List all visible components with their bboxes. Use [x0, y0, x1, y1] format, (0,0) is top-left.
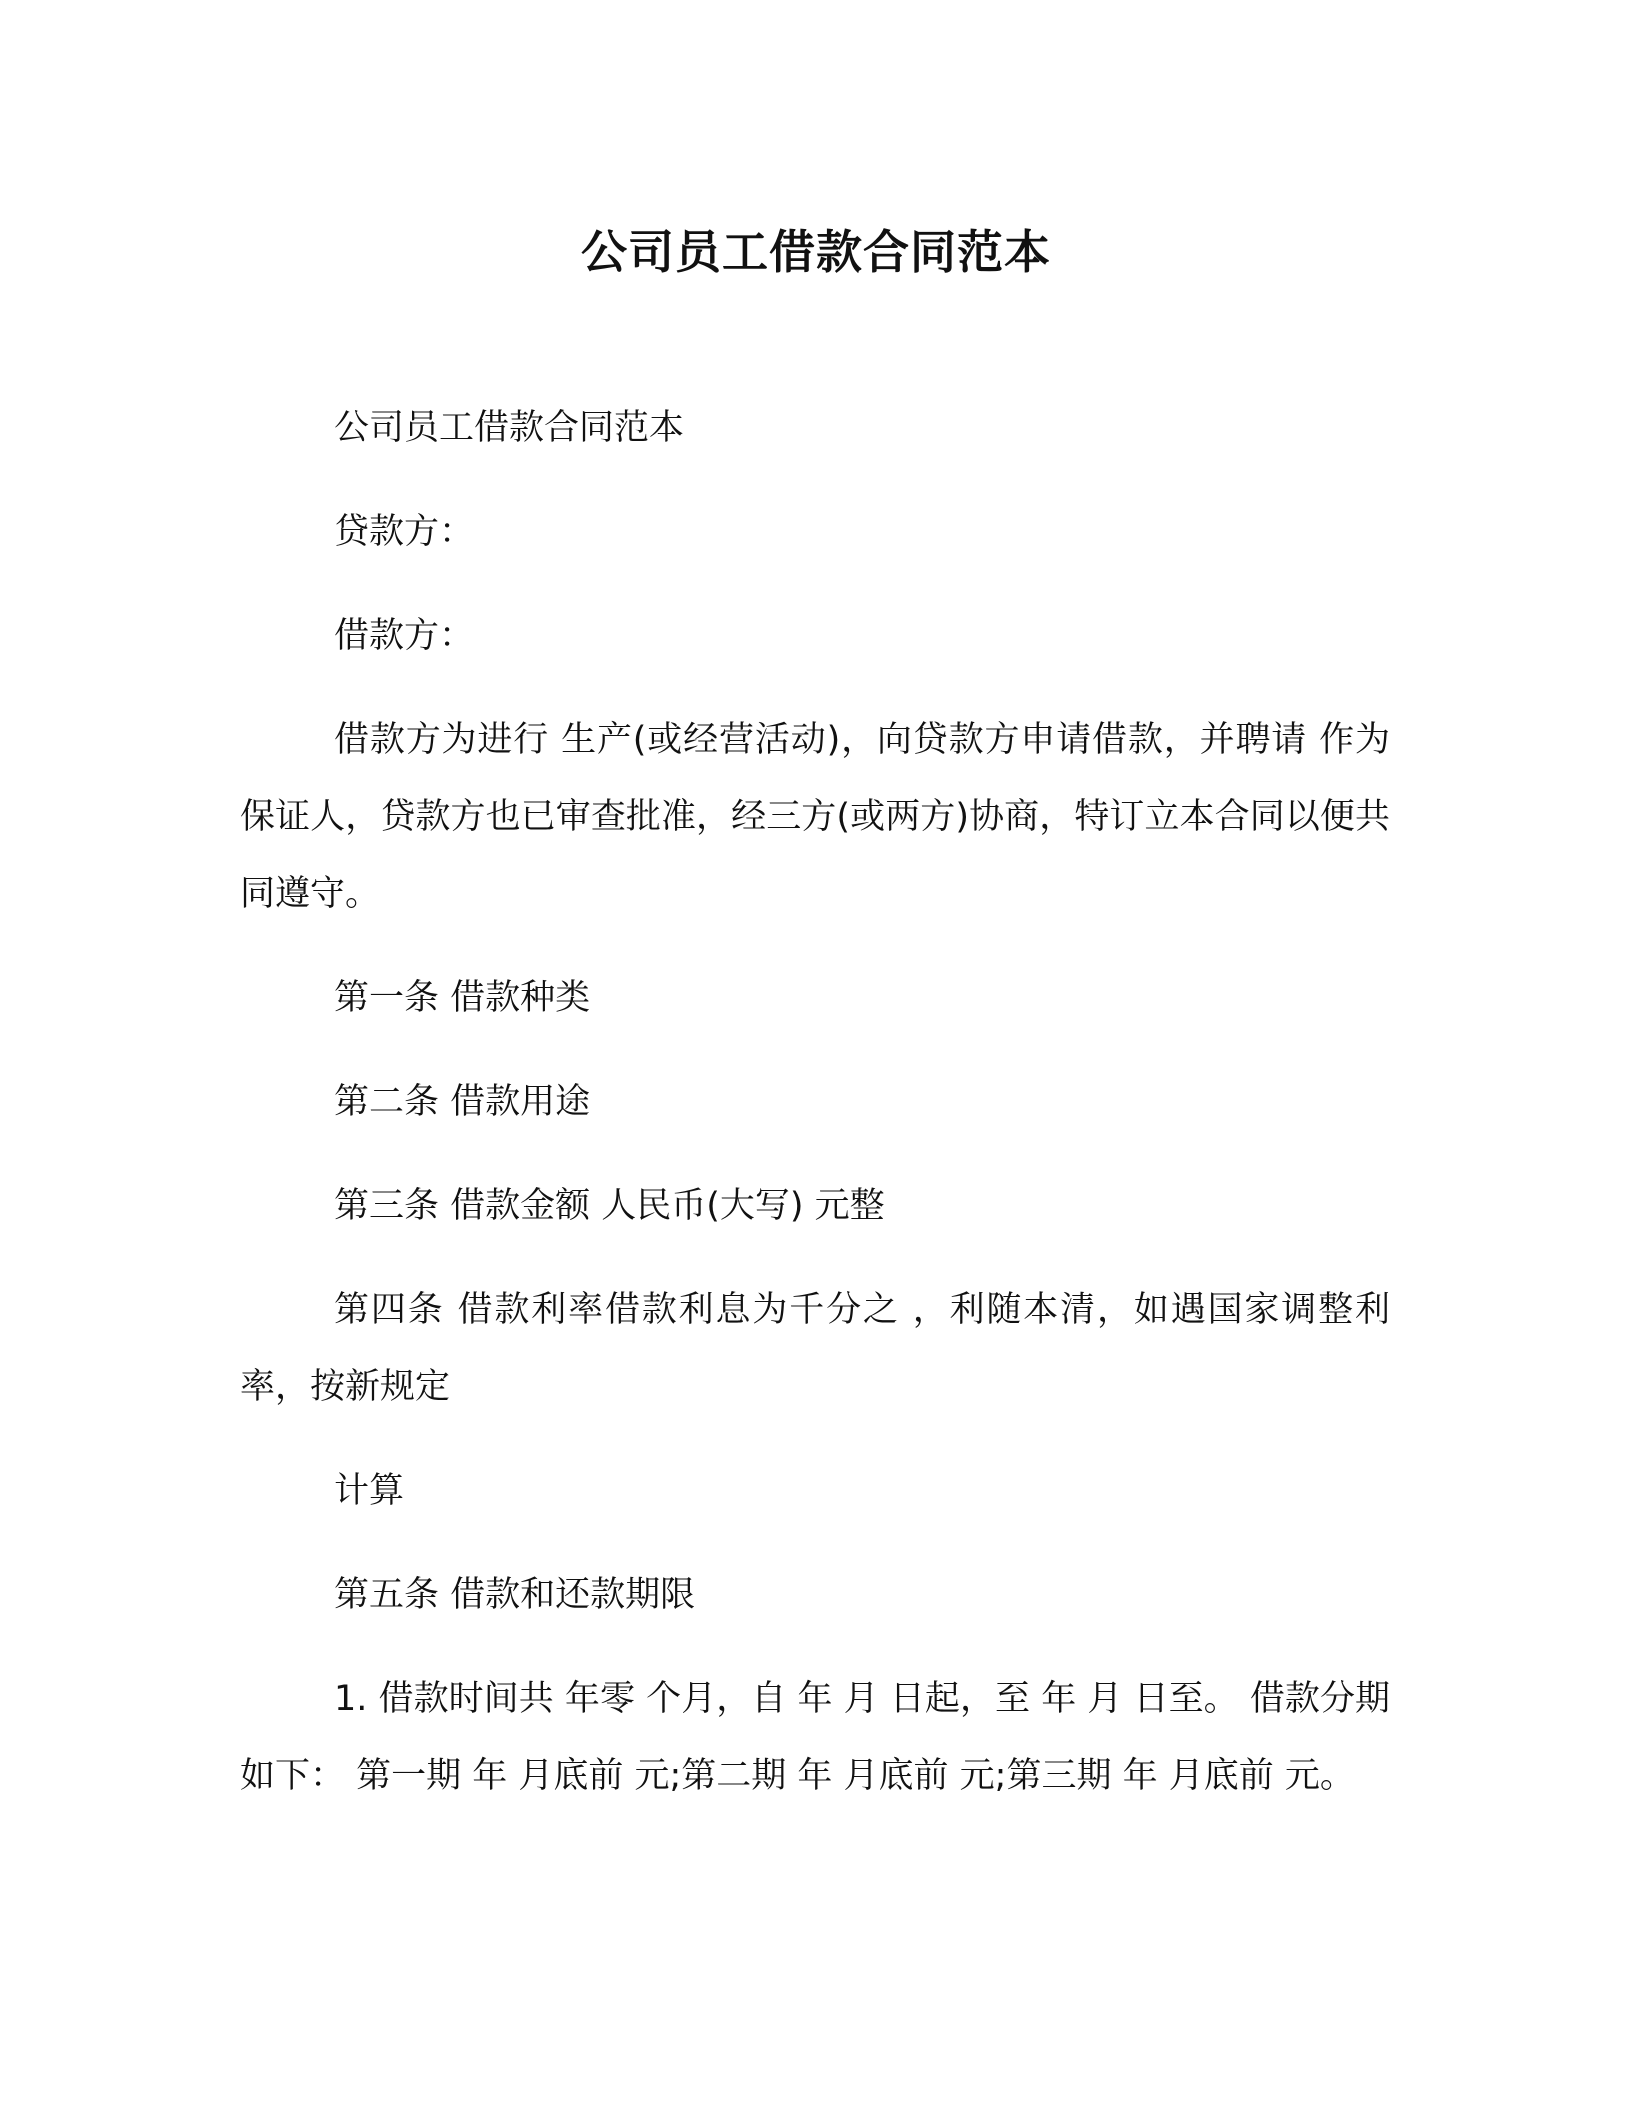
paragraph-article-2: 第二条 借款用途 [334, 1082, 591, 1122]
document-body [240, 390, 1390, 1842]
paragraph-heading: 公司员工借款合同范本 [334, 408, 685, 448]
paragraph-preamble: 借款方为进行 生产(或经营活动)，向贷款方申请借款，并聘请 作为保证人，贷款方也已审查批准，经三方(或两方)协商，特订立本合同以便共同遵守。 [240, 720, 1390, 914]
document-title: 公司员工借款合同范本 [581, 225, 1051, 279]
paragraph-term-1: 1. 借款时间共 年零 个月，自 年 月 日起，至 年 月 日至。 借款分期如下： 第一期 年 月底前 元;第二期 年 月底前 元;第三期 年 月底前 元。 [240, 1679, 1390, 1796]
paragraph-article-3: 第三条 借款金额 人民币(大写) 元整 [334, 1186, 885, 1226]
paragraph-article-5: 第五条 借款和还款期限 [334, 1575, 696, 1615]
paragraph-calculation: 计算 [334, 1471, 405, 1511]
paragraph-lender: 贷款方： [334, 512, 475, 552]
paragraph-article-4: 第四条 借款利率借款利息为千分之 ，利随本清，如遇国家调整利率，按新规定 [240, 1290, 1390, 1407]
paragraph-article-1: 第一条 借款种类 [334, 978, 591, 1018]
paragraph-borrower: 借款方： [334, 616, 475, 656]
